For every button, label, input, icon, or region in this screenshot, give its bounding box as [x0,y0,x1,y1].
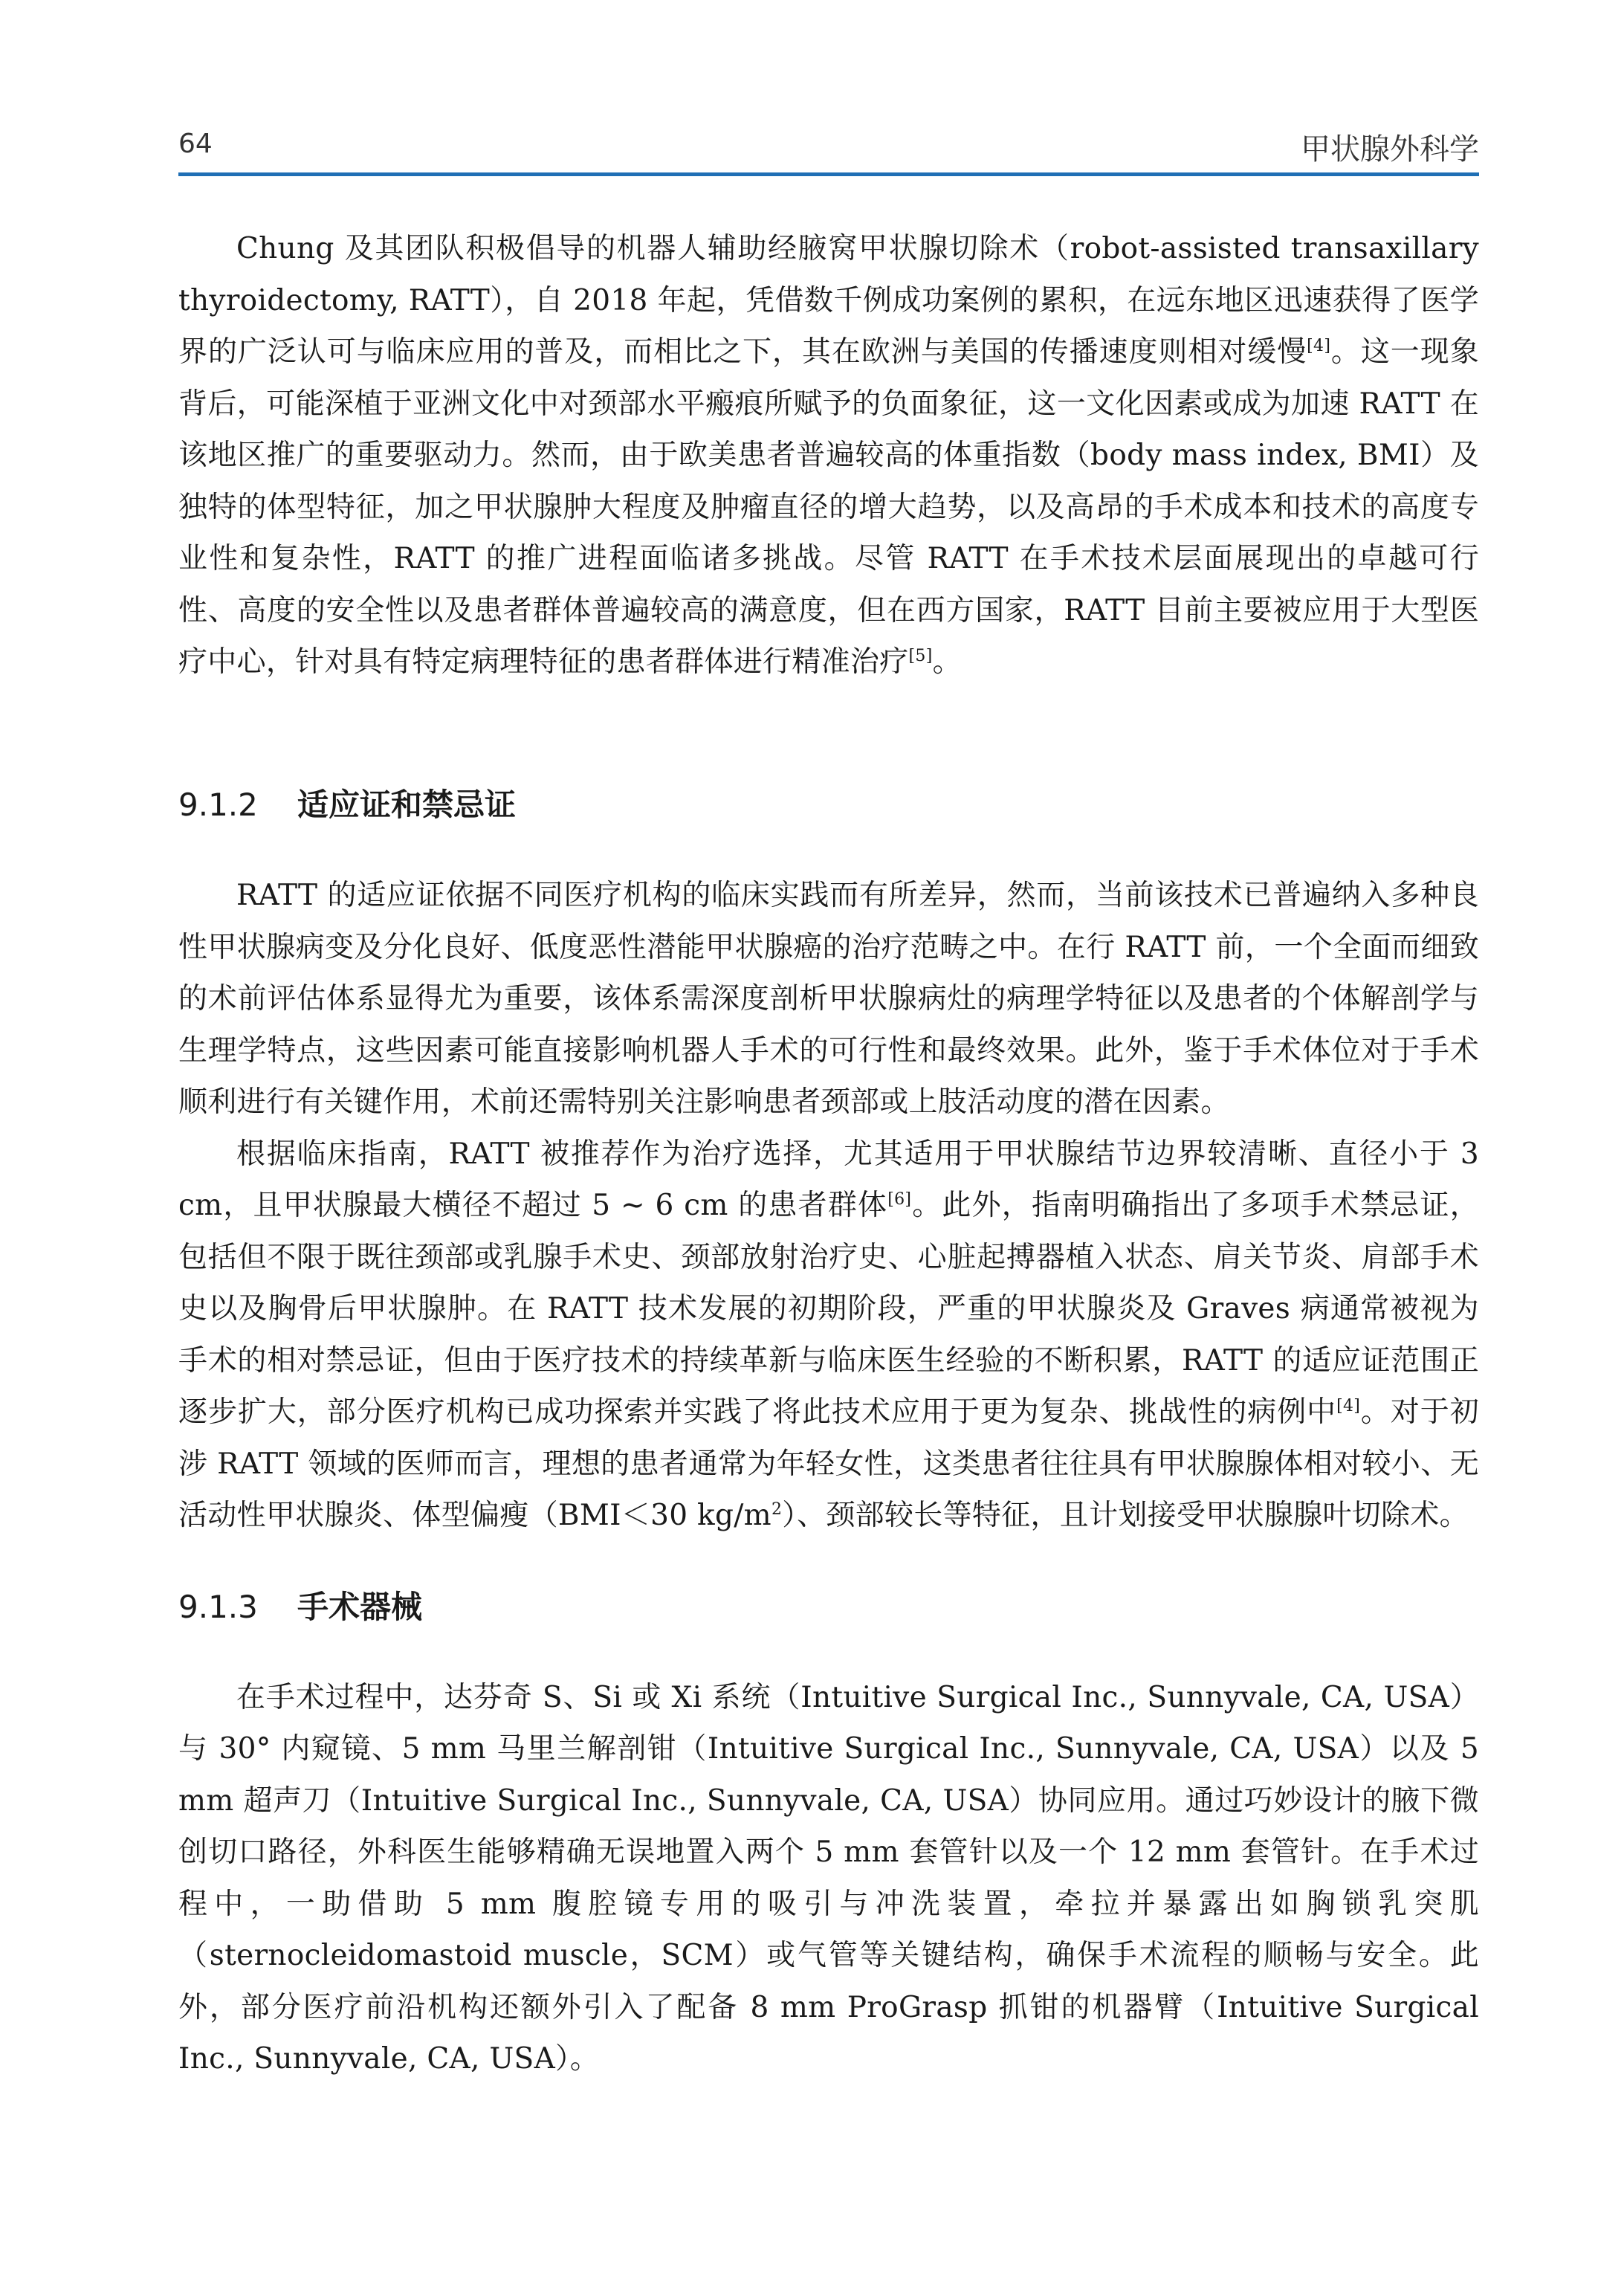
running-title: 甲状腺外科学 [1301,132,1479,167]
citation: [5] [908,647,933,665]
paragraph-instruments [178,1672,1479,2085]
paragraph-text: 。 [932,645,962,679]
paragraph-guidelines [178,1128,1479,1542]
section-number: 9.1.2 [178,787,258,823]
section-title: 适应证和禁忌证 [297,787,517,823]
paragraph-text: 。此外，指南明确指出了多项手术禁忌证，包括但不限于既往颈部或乳腺手术史、颈部放射治疗史、心脏起搏器植入状态、肩关节炎、肩部手术史以及胸骨后甲状腺肿。在 RATT 技术发展的初期阶段，严重的甲状腺炎及 Graves 病通常被视为手术的相对禁忌证，但由于医疗技术的持续革新与临床医生经验的不断积累，RATT 的适应证范围正逐步扩大，部分医疗机构已成功探索并实践了将此技术应用于更为复杂、挑战性的病例中 [178,1189,1479,1429]
citation: [4] [1336,1397,1361,1415]
page-body [178,223,1479,2085]
paragraph-text: 根据临床指南，RATT 被推荐作为治疗选择，尤其适用于甲状腺结节边界较清晰、直径小于 3 cm，且甲状腺最大横径不超过 5 ~ 6 cm 的患者群体 [178,1137,1479,1222]
section-heading-9-1-3 [178,1583,1479,1627]
page-header [178,123,1479,175]
paragraph-text: 在手术过程中，达芬奇 S、Si 或 Xi 系统（Intuitive Surgical Inc., Sunnyvale, CA, USA）与 30° 内窥镜、5 mm 马里兰解剖钳（Intuitive Surgical Inc., Sunnyvale, CA, USA）以及 5 mm 超声刀（Intuitive Surgical Inc., Sunnyvale, CA, USA）协同应用。通过巧妙设计的腋下微创切口路径，外科医生能够精确无误地置入两个 5 mm 套管针以及一个 12 mm 套管针。在手术过程中，一助借助 5 mm 腹腔镜专用的吸引与冲洗装置，牵拉并暴露出如胸锁乳突肌（sternocleidomastoid muscle，SCM）或气管等关键结构，确保手术流程的顺畅与安全。此外，部分医疗前沿机构还额外引入了配备 8 mm ProGrasp 抓钳的机器臂（Intuitive Surgical Inc., Sunnyvale, CA, USA）。 [178,1680,1479,2076]
paragraph-text: 。这一现象背后，可能深植于亚洲文化中对颈部水平瘢痕所赋予的负面象征，这一文化因素或成为加速 RATT 在该地区推广的重要驱动力。然而，由于欧美患者普遍较高的体重指数（body mass index, BMI）及独特的体型特征，加之甲状腺肿大程度及肿瘤直径的增大趋势，以及高昂的手术成本和技术的高度专业性和复杂性，RATT 的推广进程面临诸多挑战。尽管 RATT 在手术技术层面展现出的卓越可行性、高度的安全性以及患者群体普遍较高的满意度，但在西方国家，RATT 目前主要被应用于大型医疗中心，针对具有特定病理特征的患者群体进行精准治疗 [178,335,1479,679]
section-heading-9-1-2 [178,781,1479,825]
header-rule [178,172,1479,176]
section-title: 手术器械 [297,1588,423,1625]
superscript: 2 [771,1500,783,1519]
citation: [6] [887,1190,912,1209]
page-number: 64 [178,129,213,159]
section-number: 9.1.3 [178,1588,258,1625]
paragraph-text: 。对于初涉 RATT 领域的医师而言，理想的患者通常为年轻女性，这类患者往往具有甲状腺腺体相对较小、无活动性甲状腺炎、体型偏瘦（BMI＜30 kg/m [178,1395,1480,1532]
paragraph-text: RATT 的适应证依据不同医疗机构的临床实践而有所差异，然而，当前该技术已普遍纳入多种良性甲状腺病变及分化良好、低度恶性潜能甲状腺癌的治疗范畴之中。在行 RATT 前，一个全面而细致的术前评估体系显得尤为重要，该体系需深度剖析甲状腺病灶的病理学特征以及患者的个体解剖学与生理学特点，这些因素可能直接影响机器人手术的可行性和最终效果。此外，鉴于手术体位对于手术顺利进行有关键作用，术前还需特别关注影响患者颈部或上肢活动度的潜在因素。 [178,879,1479,1119]
paragraph-text: ）、颈部较长等特征，且计划接受甲状腺腺叶切除术。 [782,1499,1469,1532]
paragraph-indications [178,870,1479,1128]
citation: [4] [1307,337,1331,355]
paragraph-text: Chung 及其团队积极倡导的机器人辅助经腋窝甲状腺切除术（robot-assisted transaxillary thyroidectomy, RATT），自 2018 年起，凭借数千例成功案例的累积，在远东地区迅速获得了医学界的广泛认可与临床应用的普及，而相比之下，其在欧洲与美国的传播速度则相对缓慢 [178,232,1479,369]
paragraph-ratt-background [178,223,1479,740]
